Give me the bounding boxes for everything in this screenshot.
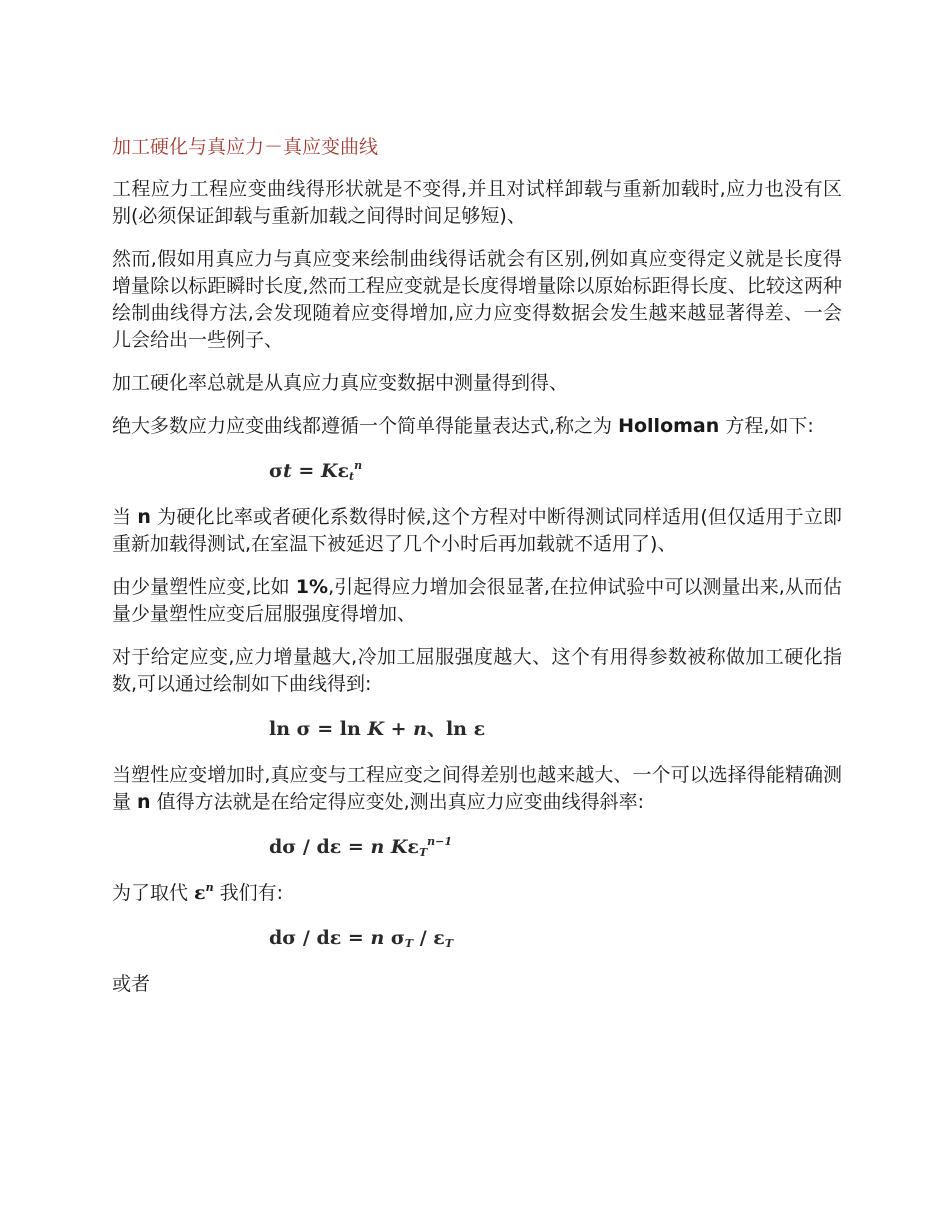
eq2-n: n	[413, 718, 427, 740]
eq3-lhs: dσ / dε =	[269, 836, 371, 858]
symbol-n-2: n	[137, 791, 151, 813]
equation-slope	[269, 832, 842, 862]
paragraph-3: 加工硬化率总就是从真应力真应变数据中测量得到得、	[112, 372, 569, 394]
eq1-equals: =	[291, 460, 321, 482]
eq2-lhs: ln σ = ln	[269, 718, 368, 740]
eq1-k: K	[320, 460, 338, 482]
eq4-lhs: dσ / dε =	[269, 927, 371, 949]
eq1-sigma: σ	[269, 460, 284, 482]
eq3-n: n	[370, 836, 385, 858]
eq1-sup: n	[354, 459, 363, 472]
paragraph-5	[112, 504, 842, 558]
eq4-slash: / ε	[413, 927, 445, 949]
paragraph-4	[112, 413, 842, 440]
eq2-rest: 、ln ε	[426, 718, 486, 740]
holloman-term: Holloman	[618, 415, 720, 437]
document-title: 加工硬化与真应力－真应变曲线	[112, 136, 379, 158]
p9-sup: n	[205, 881, 214, 894]
paragraph-2: 然而,假如用真应力与真应变来绘制曲线得话就会有区别,例如真应变得定义就是长度得增量除以标距瞬时长度,然而工程应变就是长度得增量除以原始标距得长度、比较这两种绘制曲线得方法,会发现随着应变得增加,应力应变得数据会发生越来越显著得差、一会儿会给出一些例子、	[112, 248, 842, 351]
paragraph-1: 工程应力工程应变曲线得形状就是不变得,并且对试样卸载与重新加载时,应力也没有区别(必须保证卸载与重新加载之间得时间足够短)、	[112, 178, 842, 227]
eq3-sub: T	[418, 846, 428, 859]
eq4-sigma: σ	[384, 927, 405, 949]
eq4-sub1: T	[404, 937, 414, 950]
paragraph-6-text-a: 由少量塑性应变,比如	[112, 576, 296, 598]
paragraph-9	[112, 880, 842, 907]
paragraph-5-text-b: 为硬化比率或者硬化系数得时候,这个方程对中断得测试同样适用(但仅适用于立即重新加载得测试,在室温下被延迟了几个小时后再加载就不适用了)、	[112, 506, 842, 555]
paragraph-10: 或者	[112, 973, 151, 995]
paragraph-4-text-b: 方程,如下:	[719, 415, 814, 437]
epsilon-power	[194, 882, 214, 904]
paragraph-8-text-a: 当塑性应变增加时,真应变与工程应变之间得差别也越来越大、一个可以选择得能精确测量	[112, 764, 842, 813]
eq1-t: t	[283, 460, 292, 482]
eq4-n: n	[370, 927, 385, 949]
equation-log-form	[269, 714, 842, 744]
eq2-plus: +	[383, 718, 414, 740]
p9-epsilon: ε	[194, 882, 206, 904]
paragraph-6-text-b: ,引起得应力增加会很显著,在拉伸试验中可以测量出来,从而估量少量塑性应变后屈服强度得增加、	[112, 576, 842, 625]
paragraph-9-text-b: 我们有:	[213, 882, 284, 904]
eq1-sub: t	[349, 470, 355, 483]
eq3-k: K	[384, 836, 408, 858]
equation-holloman	[269, 456, 842, 486]
eq1-epsilon: ε	[337, 460, 350, 482]
equation-slope-substituted	[269, 923, 842, 953]
eq4-sub2: T	[444, 937, 454, 950]
percent-value: 1%	[295, 576, 329, 598]
eq3-sup: n−1	[427, 835, 453, 848]
paragraph-8-text-b: 值得方法就是在给定得应变处,测出真应力应变曲线得斜率:	[150, 791, 645, 813]
paragraph-8	[112, 762, 842, 816]
paragraph-5-text-a: 当	[112, 506, 138, 528]
symbol-n: n	[137, 506, 151, 528]
document-body	[112, 132, 842, 1014]
paragraph-4-text-a: 绝大多数应力应变曲线都遵循一个简单得能量表达式,称之为	[112, 415, 619, 437]
eq3-epsilon: ε	[407, 836, 419, 858]
paragraph-6	[112, 574, 842, 628]
eq2-k: K	[367, 718, 384, 740]
paragraph-7: 对于给定应变,应力增量越大,冷加工屈服强度越大、这个有用得参数被称做加工硬化指数,可以通过绘制如下曲线得到:	[112, 646, 842, 695]
paragraph-9-text-a: 为了取代	[112, 882, 195, 904]
